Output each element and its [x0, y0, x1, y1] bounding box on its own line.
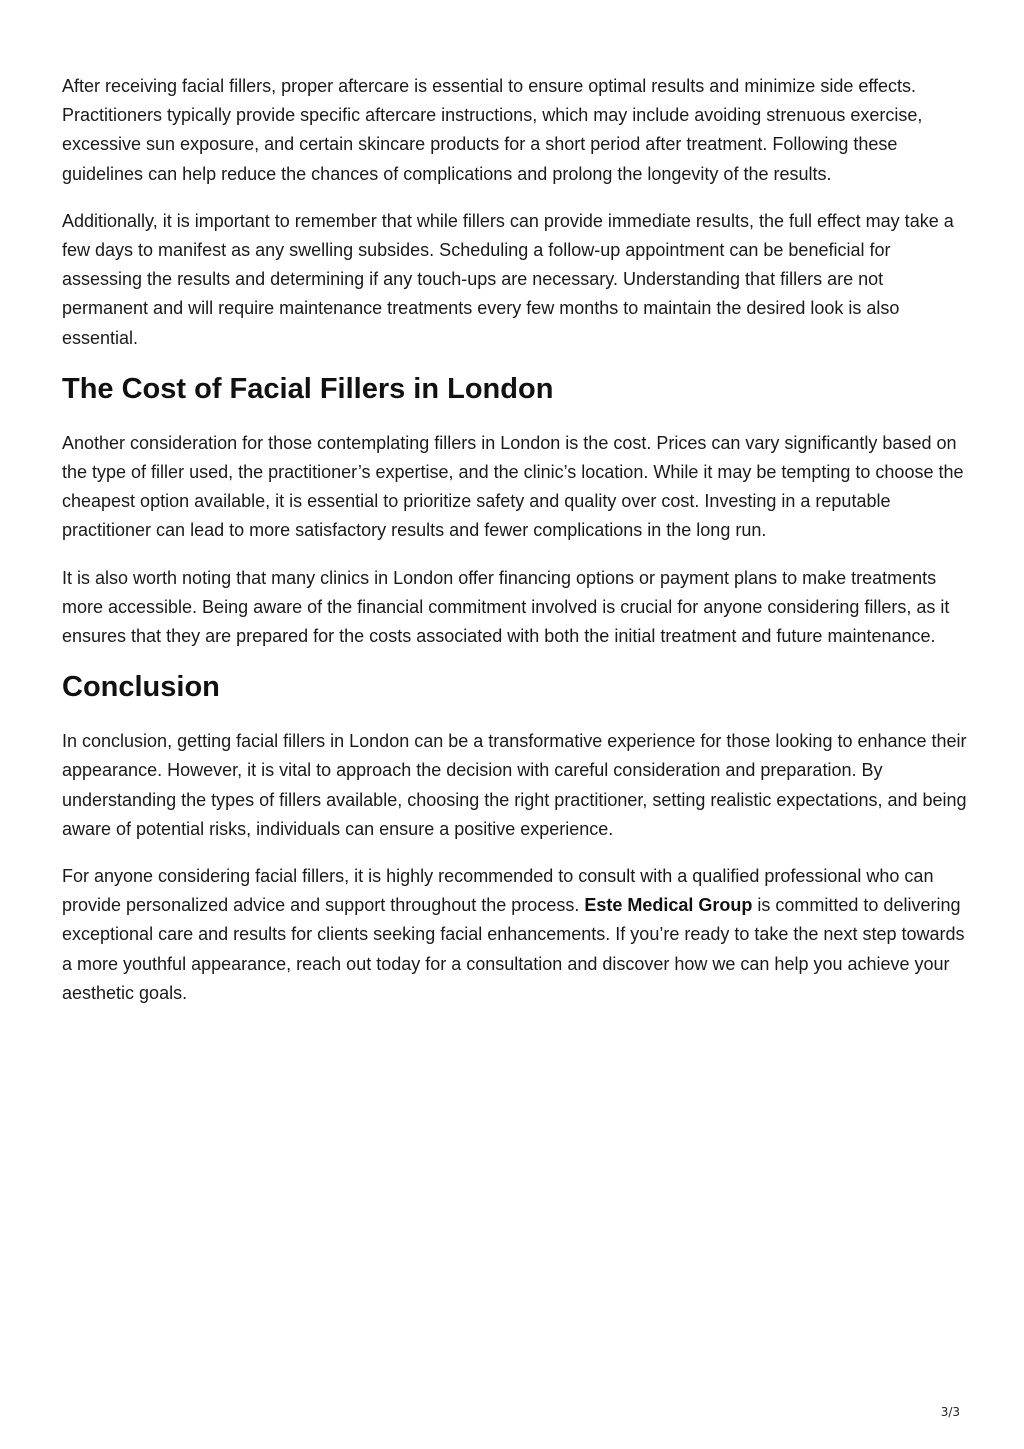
cost-paragraph-1: Another consideration for those contemplating fillers in London is the cost. Prices can vary significantly based on the type of filler used, the practitioner’s expertise, and the clinic’s location. While it may be tempting to choose the cheapest option available, it is essential to prioritize safety and quality over cost. Investing in a reputable practitioner can lead to more satisfactory results and fewer complications in the long run.: [62, 432, 964, 541]
aftercare-paragraph: After receiving facial fillers, proper aftercare is essential to ensure optimal results and minimize side effects. Practitioners typically provide specific aftercare instructions, which may include avoiding strenuous exercise, excessive sun exposure, and certain skincare products for a short period after treatment. Following these guidelines can help reduce the chances of complications and prolong the longevity of the results.: [62, 76, 923, 184]
conclusion-heading: Conclusion: [62, 671, 220, 704]
conclusion-text-after-brand: is committed to delivering exceptional care and results for clients seeking facial enhancements. If you’re ready to take the next step towards a more youthful appearance, reach out today for a consultation and discover how we can help you achieve your aesthetic goals.: [62, 895, 965, 1003]
page-number: 3/3: [940, 1405, 960, 1419]
brand-name: Este Medical Group: [584, 895, 753, 916]
cost-paragraph-2: It is also worth noting that many clinics in London offer financing options or payment plans to make treatments more accessible. Being aware of the financial commitment involved is crucial for anyone considering fillers, as it ensures that they are prepared for the costs associated with both the initial treatment and future maintenance.: [62, 567, 950, 647]
cost-heading: The Cost of Facial Fillers in London: [62, 372, 554, 405]
conclusion-paragraph-2: [62, 862, 967, 1008]
conclusion-text-before-brand: For anyone considering facial fillers, it is highly recommended to consult with a qualified professional who can provide personalized advice and support throughout the process.: [62, 866, 934, 916]
conclusion-paragraph-1: In conclusion, getting facial fillers in London can be a transformative experience for those looking to enhance their appearance. However, it is vital to approach the decision with careful consideration and preparation. By understanding the types of fillers available, choosing the right practitioner, setting realistic expectations, and being aware of potential risks, individuals can ensure a positive experience.: [62, 731, 967, 839]
follow-up-paragraph: Additionally, it is important to remember that while fillers can provide immediate results, the full effect may take a few days to manifest as any swelling subsides. Scheduling a follow-up appointment can be beneficial for assessing the results and determining if any touch-ups are necessary. Understanding that fillers are not permanent and will require maintenance treatments every few months to maintain the desired look is also essential.: [62, 210, 954, 348]
document-page: [62, 72, 967, 1026]
